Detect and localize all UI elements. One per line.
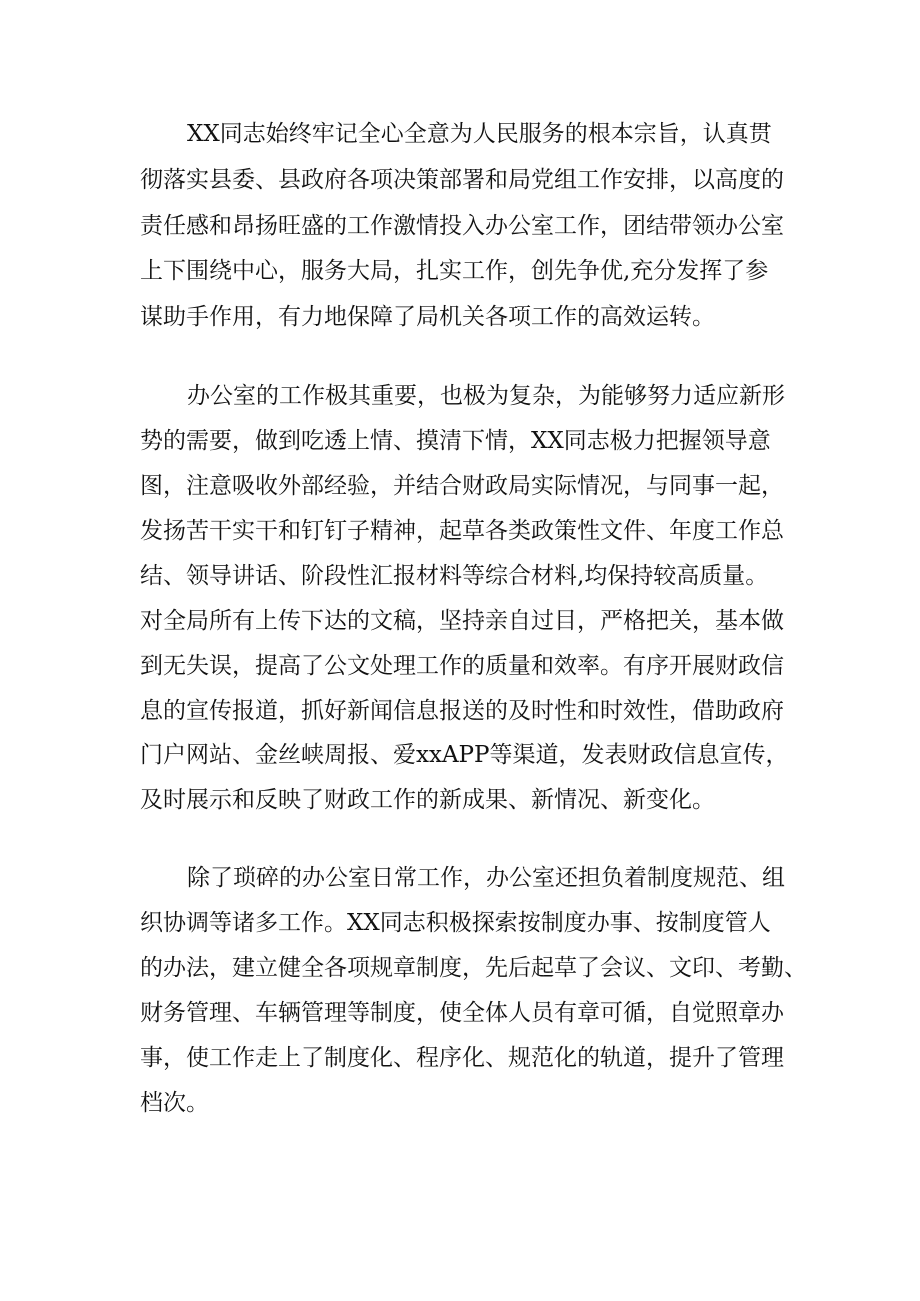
paragraph-line: 责任感和昂扬旺盛的工作激情投入办公室工作，团结带领办公室	[140, 213, 784, 239]
paragraph-line: 织协调等诸多工作。XX同志积极探索按制度办事、按制度管人	[140, 910, 771, 936]
paragraph-line: 档次。	[140, 1090, 209, 1116]
paragraph-line: 的办法，建立健全各项规章制度，先后起草了会议、文印、考勤、	[140, 955, 807, 981]
paragraph-line: XX同志始终牢记全心全意为人民服务的根本宗旨，认真贯	[187, 121, 772, 147]
paragraph-line: 谋助手作用，有力地保障了局机关各项工作的高效运转。	[140, 304, 715, 330]
paragraph-line: 到无失误，提高了公文处理工作的质量和效率。有序开展财政信	[140, 653, 784, 679]
paragraph-line: 上下围绕中心，服务大局，扎实工作，创先争优,充分发挥了参	[140, 258, 769, 284]
paragraph-line: 彻落实县委、县政府各项决策部署和局党组工作安排，以高度的	[140, 167, 784, 193]
paragraph-line: 事，使工作走上了制度化、程序化、规范化的轨道，提升了管理	[140, 1045, 784, 1071]
paragraph-line: 除了琐碎的办公室日常工作，办公室还担负着制度规范、组	[187, 865, 785, 891]
paragraph-line: 发扬苦干实干和钉钉子精神，起草各类政策性文件、年度工作总	[140, 518, 784, 544]
paragraph-line: 结、领导讲话、阶段性汇报材料等综合材料,均保持较高质量。	[140, 563, 769, 589]
paragraph-line: 办公室的工作极其重要，也极为复杂，为能够努力适应新形	[187, 383, 785, 409]
paragraph-line: 门户网站、金丝峡周报、爱xxAPP等渠道，发表财政信息宣传，	[140, 742, 789, 768]
paragraph-line: 息的宣传报道，抓好新闻信息报送的及时性和时效性，借助政府	[140, 698, 784, 724]
paragraph-line: 对全局所有上传下达的文稿，坚持亲自过目，严格把关，基本做	[140, 608, 784, 634]
paragraph-line: 势的需要，做到吃透上情、摸清下情，XX同志极力把握领导意	[140, 428, 771, 454]
paragraph-line: 图，注意吸收外部经验，并结合财政局实际情况，与同事一起，	[140, 473, 784, 499]
paragraph-line: 财务管理、车辆管理等制度，使全体人员有章可循，自觉照章办	[140, 1000, 784, 1026]
paragraph-line: 及时展示和反映了财政工作的新成果、新情况、新变化。	[140, 787, 715, 813]
